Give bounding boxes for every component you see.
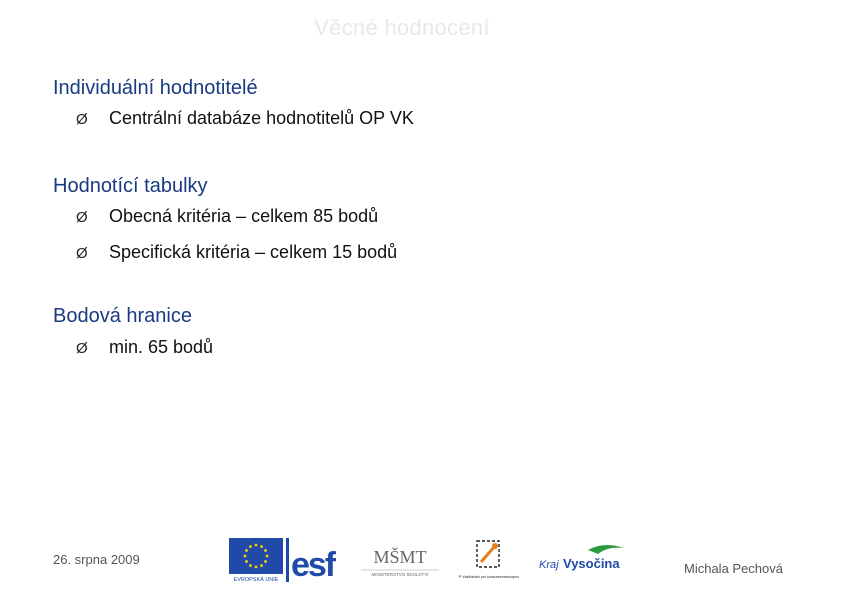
eu-star [245, 560, 248, 563]
eu-star [260, 545, 263, 548]
eu-star [245, 549, 248, 552]
vysocina-text: Vysočina [563, 556, 620, 571]
bullet-minimum-points [76, 337, 213, 358]
msmt-logo [359, 538, 441, 582]
bullet-general-criteria [76, 206, 378, 227]
eu-flag-icon [229, 538, 283, 582]
arrow-bullet-icon: Ø [76, 111, 88, 128]
kraj-vysocina-logo [538, 542, 628, 574]
bullet-text: Centrální databáze hodnotitelů OP VK [109, 108, 414, 128]
kraj-text: Kraj [539, 559, 559, 571]
bullet-text: Specifická kritéria – celkem 15 bodů [109, 242, 398, 262]
eu-star [264, 549, 267, 552]
bullet-text: min. 65 bodů [109, 337, 214, 357]
eu-caption: EVROPSKÁ UNIE [233, 577, 279, 582]
footer-author: Michala Pechová [684, 561, 783, 576]
msmt-caption: MINISTERSTVO ŠKOLSTVÍ [371, 572, 429, 577]
bullet-text: Obecná kritéria – celkem 85 bodů [109, 206, 379, 226]
section-heading-evaluation-tables: Hodnotící tabulky [53, 175, 208, 197]
eu-star [264, 560, 267, 563]
eu-star [255, 566, 258, 569]
msmt-text: MŠMT [373, 547, 427, 567]
esf-text: esf [291, 546, 335, 582]
section-heading-individual-evaluators: Individuální hodnotitelé [53, 77, 258, 99]
eu-star [255, 544, 258, 547]
slide-title: Věcné hodnocení [314, 15, 490, 40]
esf-logo [286, 538, 336, 582]
arrow-bullet-icon: Ø [76, 340, 88, 357]
eu-star [249, 545, 252, 548]
footer-date: 26. srpna 2009 [53, 552, 140, 567]
opvk-logo [459, 538, 519, 582]
eu-star [244, 555, 247, 558]
arrow-bullet-icon: Ø [76, 245, 88, 262]
eu-star [260, 564, 263, 567]
eu-star [249, 564, 252, 567]
eu-logo [229, 538, 283, 582]
section-heading-point-threshold: Bodová hranice [53, 305, 192, 327]
eu-star [266, 555, 269, 558]
bullet-specific-criteria [76, 242, 397, 263]
opvk-caption: OP Vzdělávání pro konkurenceschopnost [459, 575, 519, 579]
bullet-central-database [76, 108, 414, 129]
arrow-bullet-icon: Ø [76, 209, 88, 226]
